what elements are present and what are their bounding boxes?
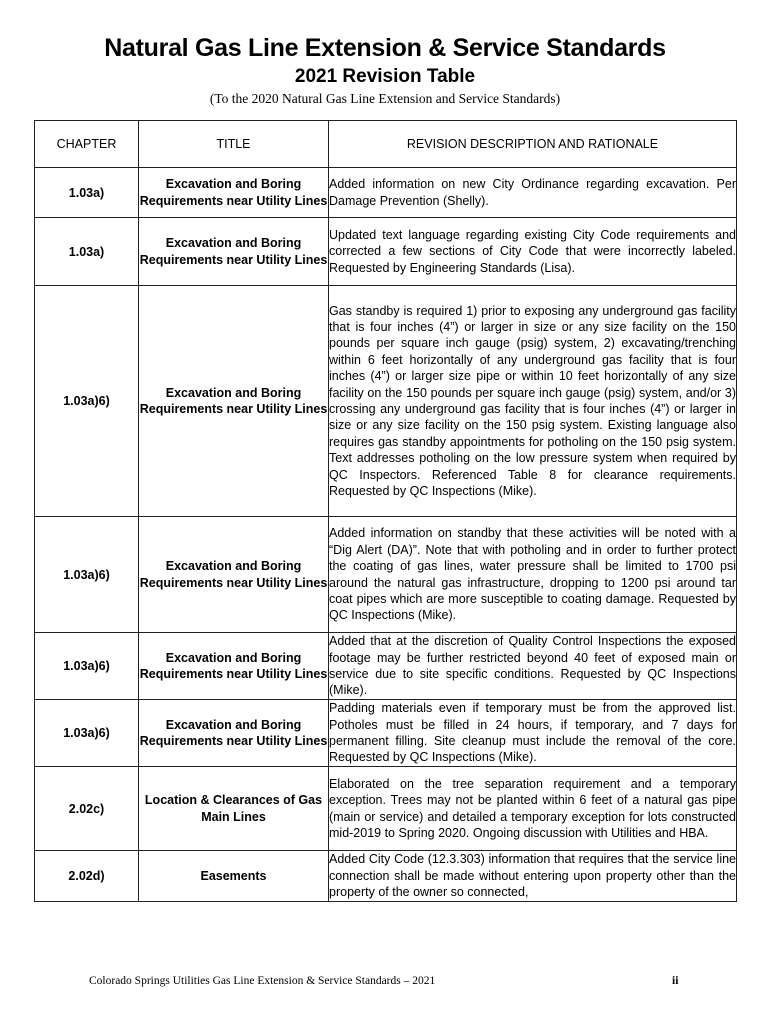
table-row (35, 767, 737, 851)
header-description: REVISION DESCRIPTION AND RATIONALE (329, 121, 737, 168)
revision-table (34, 120, 737, 902)
table-row (35, 168, 737, 218)
row-chapter: 1.03a)6) (35, 700, 139, 767)
row-title: Excavation and Boring Requirements near Utility Lines (139, 517, 329, 633)
page-number: ii (672, 975, 679, 987)
row-description: Padding materials even if temporary must be from the approved list. Potholes must be filled in 24 hours, if temporary, and 7 days for permanent filling. Site cleanup must include the removal of the core. Requested by QC Inspections (Mike). (329, 700, 737, 767)
row-title: Excavation and Boring Requirements near Utility Lines (139, 218, 329, 286)
row-title: Excavation and Boring Requirements near Utility Lines (139, 286, 329, 517)
document-title: Natural Gas Line Extension & Service Standards (104, 34, 666, 62)
footer-text: Colorado Springs Utilities Gas Line Extension & Service Standards – 2021 (89, 975, 436, 987)
row-title: Excavation and Boring Requirements near Utility Lines (139, 700, 329, 767)
table-row (35, 633, 737, 700)
table-row (35, 218, 737, 286)
row-chapter: 1.03a) (35, 168, 139, 218)
row-description: Updated text language regarding existing City Code requirements and corrected a few sections of City Code that were incorrectly labeled. Requested by Engineering Standards (Lisa). (329, 218, 737, 286)
table-row (35, 517, 737, 633)
row-description: Gas standby is required 1) prior to exposing any underground gas facility that is four inches (4”) or larger in size or any size facility on the 150 pounds per square inch gauge (psig) system, 2) excavating/trenching within 6 feet horizontally of any underground gas facility that is four inches (4”) or larger size pipe or within 10 feet horizontally of any size facility on the 150 pounds per square inch gauge (psig) system, and/or 3) crossing any underground gas facility that is four inches (4”) or larger in size or any size facility on the 150 psig system. Existing language also requires gas standby appointments for potholing on the 150 psig system. Text addresses potholing on the low pressure system when required by QC Inspectors. Referenced Table 8 for clearance requirements. Requested by QC Inspections (Mike). (329, 286, 737, 517)
row-chapter: 1.03a)6) (35, 286, 139, 517)
document-subtitle: 2021 Revision Table (294, 66, 476, 87)
row-description: Elaborated on the tree separation requirement and a temporary exception. Trees may not be planted within 6 feet of a natural gas pipe (main or service) and detailed a temporary exception for lots constructed mid-2019 to Spring 2020. Ongoing discussion with Utilities and HBA. (329, 767, 737, 851)
row-title: Location & Clearances of Gas Main Lines (139, 767, 329, 851)
row-description: Added information on standby that these activities will be noted with a “Dig Alert (DA)”. Note that with potholing and in order to further protect the coating of gas lines, water pressure shall be limited to 1700 psi around the natural gas infrastructure, dropping to 1200 psi around tar coat pipes which are more susceptible to coating damage. Requested by QC Inspections (Mike). (329, 517, 737, 633)
row-chapter: 1.03a)6) (35, 517, 139, 633)
row-description: Added that at the discretion of Quality Control Inspections the exposed footage may be further restricted beyond 40 feet of exposed main or service due to site specific conditions. Requested by QC Inspections (Mike). (329, 633, 737, 700)
row-chapter: 2.02d) (35, 851, 139, 902)
header-chapter: CHAPTER (35, 121, 139, 168)
row-title: Excavation and Boring Requirements near Utility Lines (139, 168, 329, 218)
table-row (35, 700, 737, 767)
table-row (35, 286, 737, 517)
row-title: Excavation and Boring Requirements near Utility Lines (139, 633, 329, 700)
table-header-row (35, 121, 737, 168)
row-description: Added information on new City Ordinance regarding excavation. Per Damage Prevention (Shelly). (329, 168, 737, 218)
row-chapter: 2.02c) (35, 767, 139, 851)
header-title: TITLE (139, 121, 329, 168)
row-description: Added City Code (12.3.303) information that requires that the service line connection shall be made without entering upon property other than the property of the owner so connected, (329, 851, 737, 902)
row-chapter: 1.03a)6) (35, 633, 139, 700)
document-note: (To the 2020 Natural Gas Line Extension and Service Standards) (209, 91, 561, 106)
row-chapter: 1.03a) (35, 218, 139, 286)
row-title: Easements (139, 851, 329, 902)
table-row (35, 851, 737, 902)
